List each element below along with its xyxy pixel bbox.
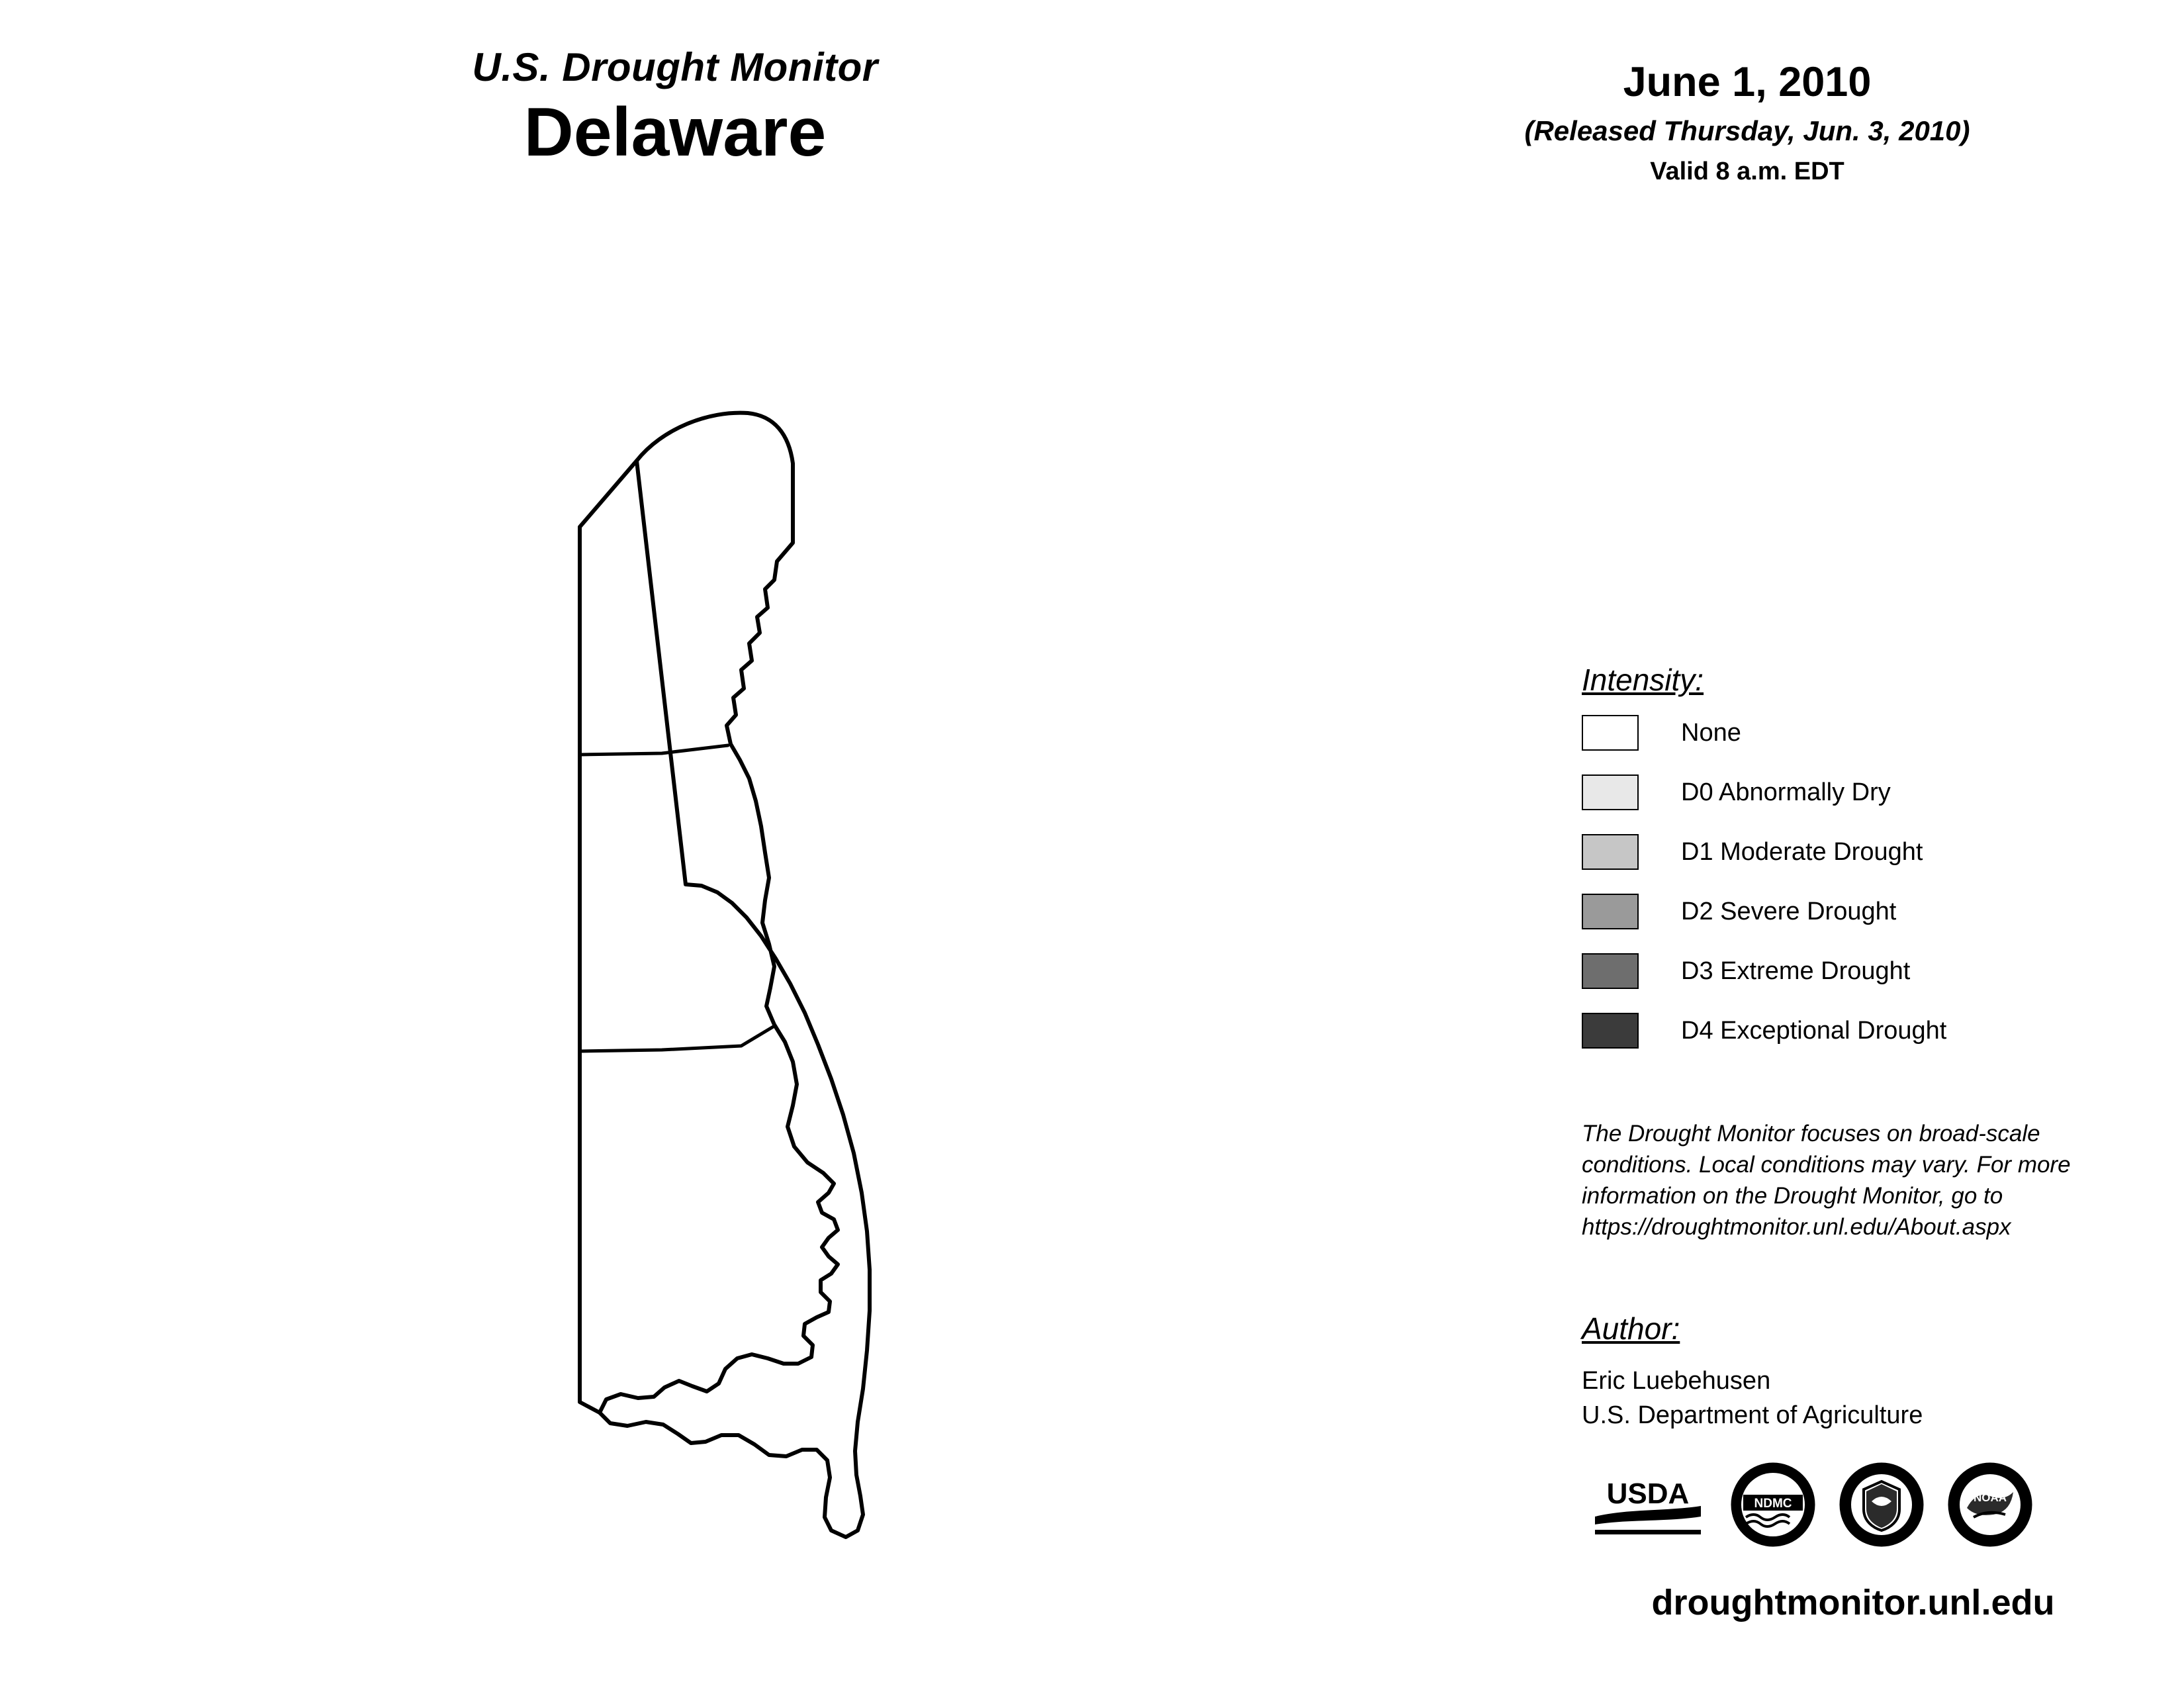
legend-item-d1: [1582, 831, 2124, 872]
delaware-west-south-border: [580, 461, 637, 1413]
map-date: June 1, 2010: [1623, 59, 1872, 105]
svg-text:USDA: USDA: [1606, 1477, 1690, 1510]
legend-swatch-d2: [1582, 894, 1639, 929]
author-block: [1582, 1311, 2111, 1433]
legend-label-none: None: [1681, 718, 1741, 747]
doc-logo: [1839, 1462, 1925, 1551]
legend-label-d0: D0 Abnormally Dry: [1681, 778, 1891, 806]
legend-item-d0: [1582, 772, 2124, 813]
legend-label-d4: D4 Exceptional Drought: [1681, 1016, 1947, 1045]
legend-heading: Intensity:: [1582, 663, 1704, 697]
legend-item-d3: [1582, 951, 2124, 992]
delaware-boundary: [600, 413, 870, 1537]
map-valid-time: Valid 8 a.m. EDT: [1650, 158, 1844, 186]
header-date-block: [1357, 60, 2138, 186]
legend-item-none: [1582, 712, 2124, 753]
ndmc-logo: [1730, 1462, 1816, 1551]
disclaimer-text: The Drought Monitor focuses on broad-scale conditions. Local conditions may vary. For more information on the Drought Monitor, go to https://droughtmonitor.unl.edu/About.aspx: [1582, 1121, 2071, 1240]
svg-text:NOAA: NOAA: [1973, 1491, 2007, 1504]
noaa-logo: [1947, 1462, 2033, 1551]
author-affiliation: U.S. Department of Agriculture: [1582, 1401, 1923, 1430]
author-name: Eric Luebehusen: [1582, 1367, 1771, 1395]
usda-logo: [1588, 1465, 1707, 1548]
header-title-block: [311, 46, 1039, 173]
county-line-kent-sussex: [580, 1026, 774, 1051]
author-heading: Author:: [1582, 1311, 1680, 1346]
legend: [1582, 662, 2124, 1070]
legend-swatch-d0: [1582, 774, 1639, 810]
svg-text:NDMC: NDMC: [1754, 1496, 1792, 1511]
legend-label-d1: D1 Moderate Drought: [1681, 837, 1923, 866]
legend-label-d2: D2 Severe Drought: [1681, 897, 1897, 925]
legend-swatch-d1: [1582, 834, 1639, 870]
map-release-date: (Released Thursday, Jun. 3, 2010): [1524, 115, 1970, 147]
partner-logos: [1588, 1456, 2118, 1556]
page-title-program: U.S. Drought Monitor: [472, 45, 878, 89]
footer-url[interactable]: droughtmonitor.unl.edu: [1651, 1583, 2055, 1622]
legend-swatch-none: [1582, 715, 1639, 751]
legend-item-d2: [1582, 891, 2124, 932]
legend-swatch-d3: [1582, 953, 1639, 989]
delaware-drought-map: [463, 344, 1244, 1602]
legend-swatch-d4: [1582, 1013, 1639, 1049]
legend-label-d3: D3 Extreme Drought: [1681, 957, 1911, 985]
legend-item-d4: [1582, 1010, 2124, 1051]
page-title-state: Delaware: [523, 94, 827, 171]
